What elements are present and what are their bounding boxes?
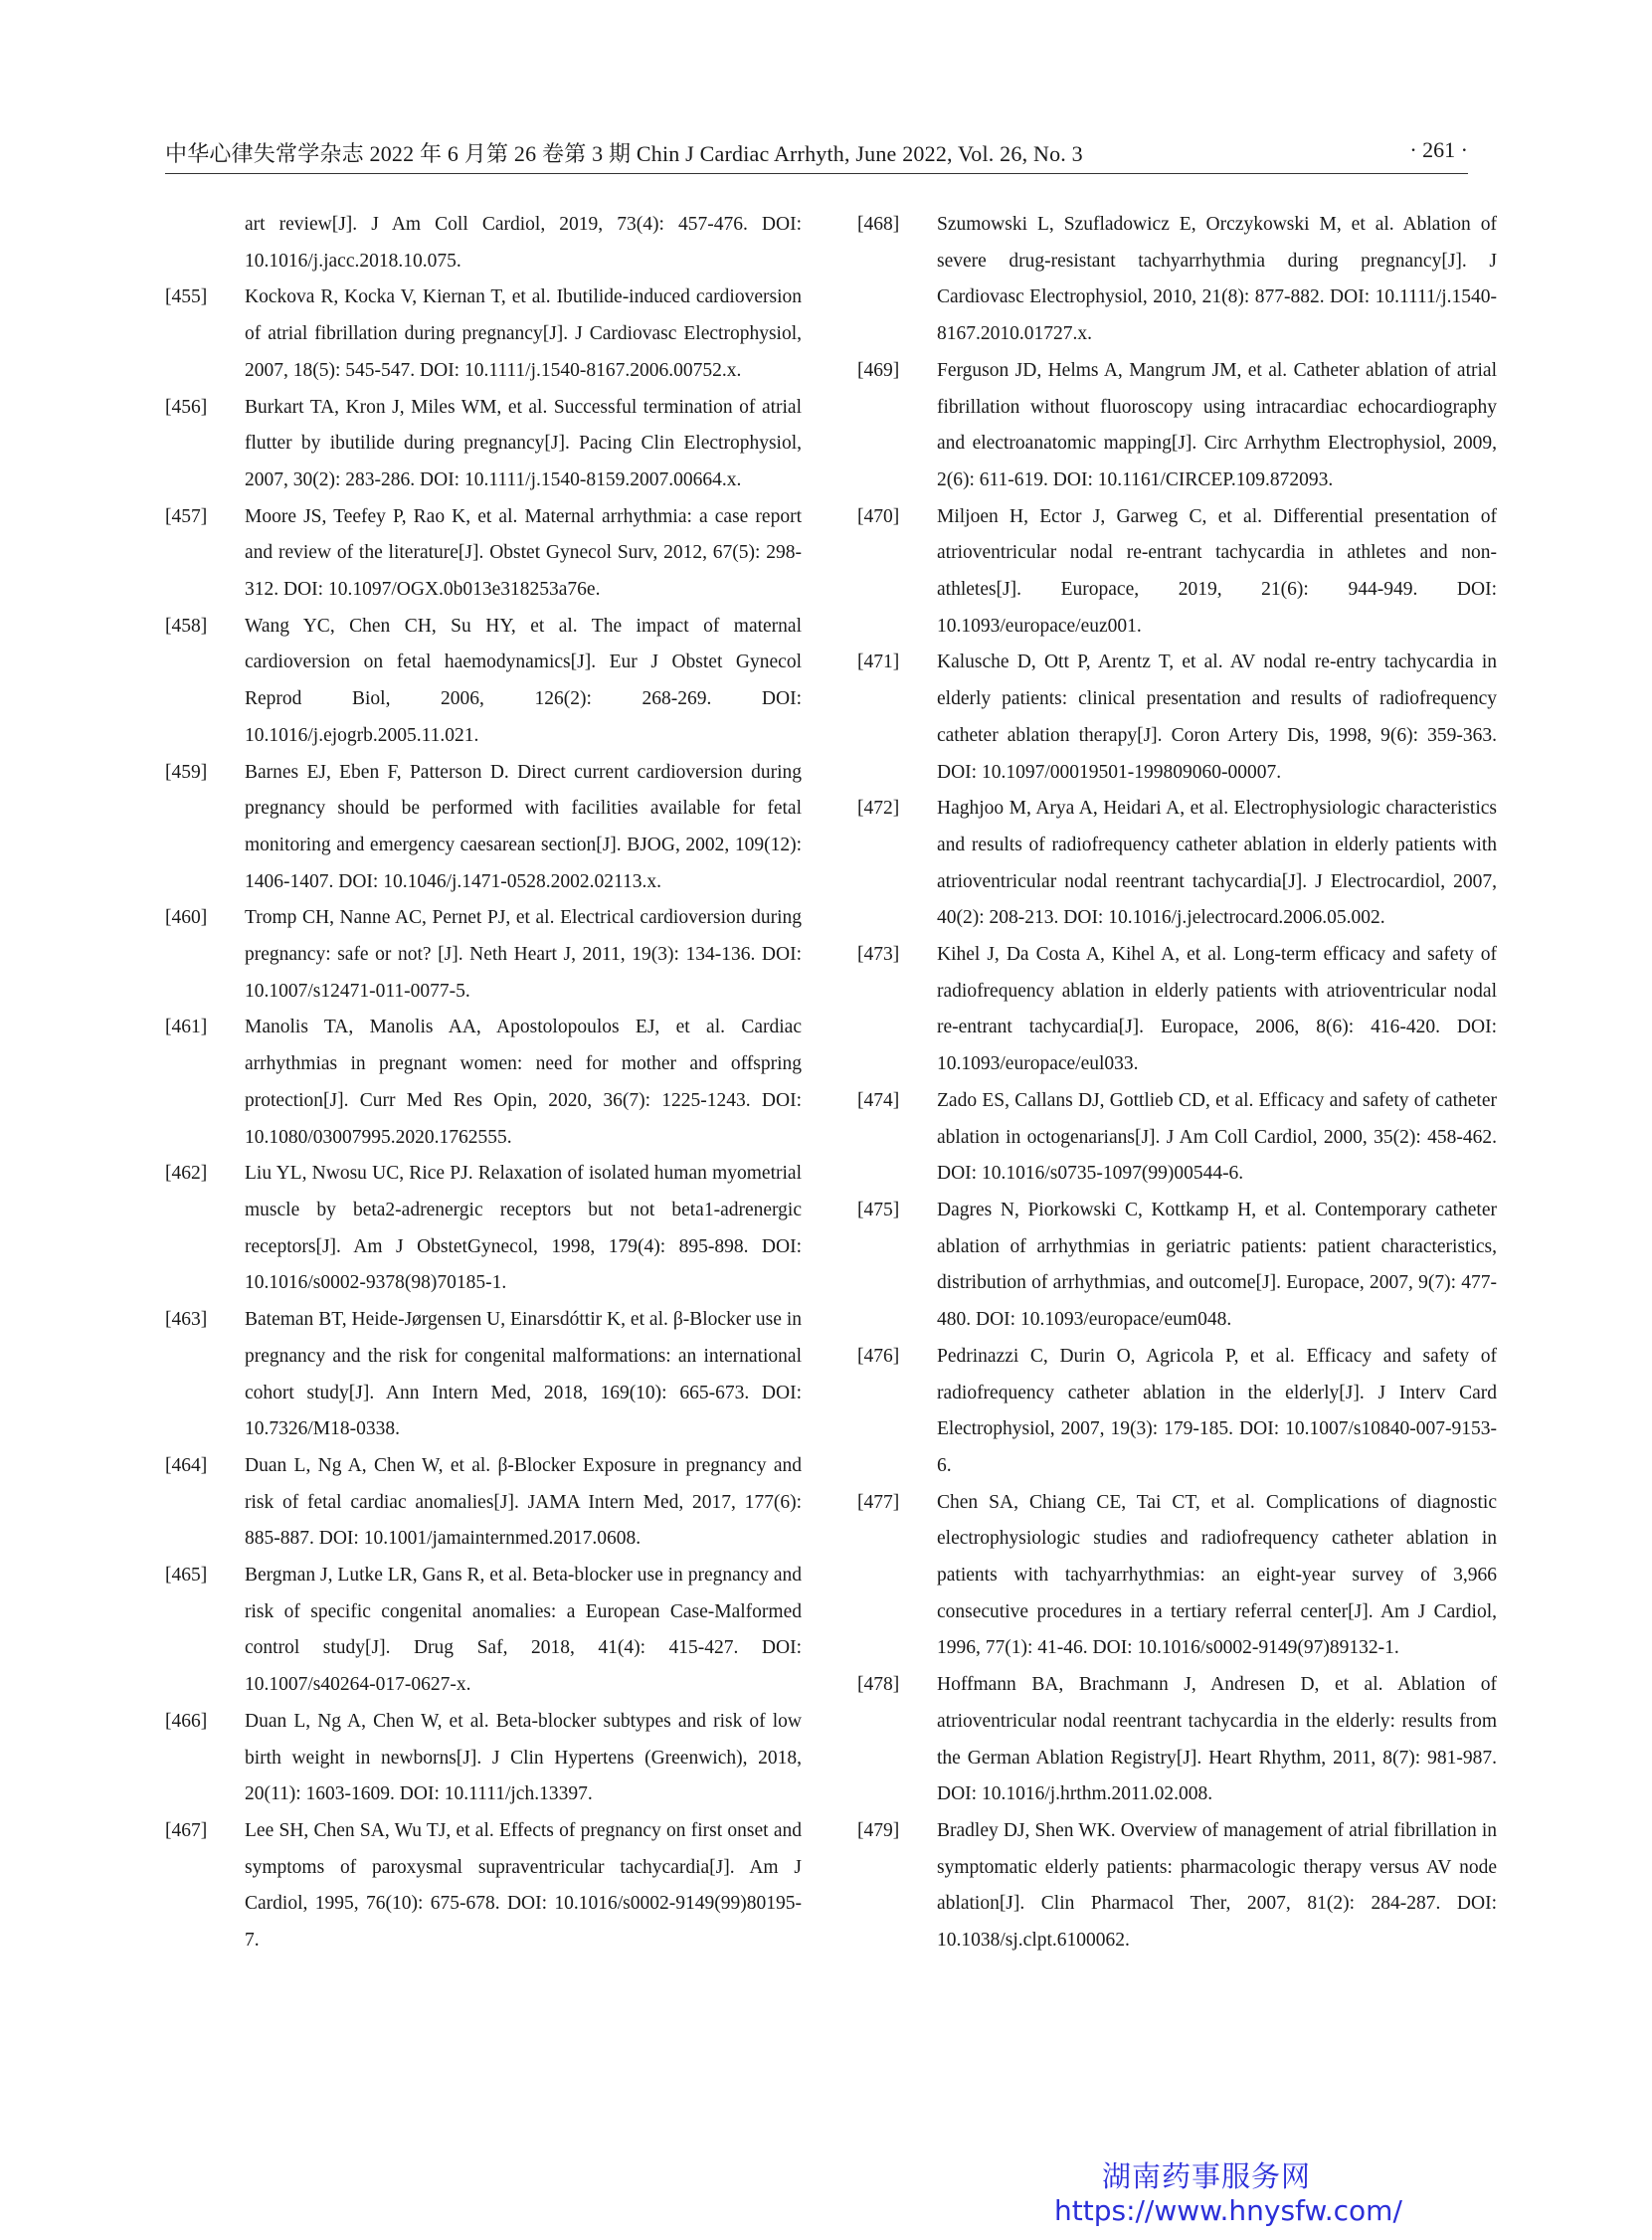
reference-number: [460]: [165, 907, 208, 929]
reference-text: Bergman J, Lutke LR, Gans R, et al. Beta-blocker use in pregnancy and risk of specific congenital anomalies: a European Case-Malformed control study[J]. Drug Saf, 2018, 41(4): 415-427. DOI: 10.1007/s40264-017-0627-x.: [245, 1565, 802, 1696]
watermark: [1054, 2158, 1402, 2228]
reference-number: [459]: [165, 761, 208, 783]
reference-text: Dagres N, Piorkowski C, Kottkamp H, et al. Contemporary catheter ablation of arrhythmias in geriatric patients: patient characteristics, distribution of arrhythmias, and outcome[J]. Europace, 2007, 9(7): 477-480. DOI: 10.1093/europace/eum048.: [937, 1199, 1497, 1331]
reference-text: Duan L, Ng A, Chen W, et al. β-Blocker Exposure in pregnancy and risk of fetal cardiac anomalies[J]. JAMA Intern Med, 2017, 177(6): 885-887. DOI: 10.1001/jamainternmed.2017.0608.: [245, 1454, 802, 1550]
reference-text: Liu YL, Nwosu UC, Rice PJ. Relaxation of isolated human myometrial muscle by beta2-adrenergic receptors but not beta1-adrenergic receptors[J]. Am J ObstetGynecol, 1998, 179(4): 895-898. DOI: 10.1016/s0002-9378(98)70185-1.: [245, 1163, 802, 1294]
reference-text: art review[J]. J Am Coll Cardiol, 2019, 73(4): 457-476. DOI: 10.1016/j.jacc.2018.10.075.: [245, 214, 802, 272]
reference-text: Barnes EJ, Eben F, Patterson D. Direct current cardioversion during pregnancy should be performed with facilities available for fetal monitoring and emergency caesarean section[J]. BJOG, 2002, 109(12): 1406-1407. DOI: 10.1046/j.1471-0528.2002.02113.x.: [245, 761, 802, 892]
reference-number: [461]: [165, 1017, 208, 1038]
reference-number: [470]: [857, 505, 900, 527]
reference-number: [469]: [857, 359, 900, 381]
reference-text: Manolis TA, Manolis AA, Apostolopoulos EJ, et al. Cardiac arrhythmias in pregnant women: need for mother and offspring protection[J]. Curr Med Res Opin, 2020, 36(7): 1225-1243. DOI: 10.1080/03007995.2020.1762555.: [245, 1017, 802, 1148]
watermark-site-name: 湖南药事服务网: [1102, 2159, 1312, 2193]
reference-list-left: [165, 280, 802, 1959]
reference-text: Kalusche D, Ott P, Arentz T, et al. AV nodal re-entry tachycardia in elderly patients: clinical presentation and results of radiofrequency catheter ablation therapy[J]. Coron Artery Dis, 1998, 9(6): 359-363. DOI: 10.1097/00019501-199809060-00007.: [937, 652, 1497, 783]
reference-number: [466]: [165, 1710, 208, 1732]
reference-number: [468]: [857, 214, 900, 235]
reference-item: [165, 1010, 802, 1156]
reference-text: Ferguson JD, Helms A, Mangrum JM, et al. Catheter ablation of atrial fibrillation without fluoroscopy using intracardiac echocardiography and electroanatomic mapping[J]. Circ Arrhythm Electrophysiol, 2009, 2(6): 611-619. DOI: 10.1161/CIRCEP.109.872093.: [937, 359, 1497, 490]
reference-number: [471]: [857, 652, 900, 673]
page-number: · 261 ·: [1409, 137, 1468, 162]
reference-text: Kockova R, Kocka V, Kiernan T, et al. Ibutilide-induced cardioversion of atrial fibrillation during pregnancy[J]. J Cardiovasc Electrophysiol, 2007, 18(5): 545-547. DOI: 10.1111/j.1540-8167.2006.00752.x.: [245, 286, 802, 381]
reference-continuation: [165, 207, 802, 280]
reference-item: [165, 1156, 802, 1302]
reference-text: Tromp CH, Nanne AC, Pernet PJ, et al. Electrical cardioversion during pregnancy: safe or not? [J]. Neth Heart J, 2011, 19(3): 134-136. DOI: 10.1007/s12471-011-0077-5.: [245, 907, 802, 1002]
reference-item: [165, 499, 802, 609]
reference-number: [463]: [165, 1309, 208, 1331]
reference-text: Chen SA, Chiang CE, Tai CT, et al. Complications of diagnostic electrophysiologic studies and radiofrequency catheter ablation in patients with tachyarrhythmias: an eight-year survey of 3,966 consecutive procedures in a tertiary referral center[J]. Am J Cardiol, 1996, 77(1): 41-46. DOI: 10.1016/s0002-9149(97)89132-1.: [937, 1491, 1497, 1659]
page-header: [165, 137, 1468, 174]
reference-text: Haghjoo M, Arya A, Heidari A, et al. Electrophysiologic characteristics and results of radiofrequency catheter ablation in elderly patients with atrioventricular nodal reentrant tachycardia[J]. J Electrocardiol, 2007, 40(2): 208-213. DOI: 10.1016/j.jelectrocard.2006.05.002.: [937, 798, 1497, 929]
reference-item: [165, 280, 802, 389]
reference-text: Zado ES, Callans DJ, Gottlieb CD, et al. Efficacy and safety of catheter ablation in octogenarians[J]. J Am Coll Cardiol, 2000, 35(2): 458-462. DOI: 10.1016/s0735-1097(99)00544-6.: [937, 1089, 1497, 1185]
reference-item: [857, 499, 1497, 646]
reference-number: [467]: [165, 1819, 208, 1841]
reference-text: Moore JS, Teefey P, Rao K, et al. Maternal arrhythmia: a case report and review of the literature[J]. Obstet Gynecol Surv, 2012, 67(5): 298-312. DOI: 10.1097/OGX.0b013e318253a76e.: [245, 505, 802, 601]
reference-item: [857, 1667, 1497, 1813]
reference-number: [476]: [857, 1345, 900, 1367]
reference-number: [456]: [165, 396, 208, 418]
reference-text: Bradley DJ, Shen WK. Overview of management of atrial fibrillation in symptomatic elderly patients: pharmacologic therapy versus AV node ablation[J]. Clin Pharmacol Ther, 2007, 81(2): 284-287. DOI: 10.1038/sj.clpt.6100062.: [937, 1819, 1497, 1952]
reference-text: Lee SH, Chen SA, Wu TJ, et al. Effects of pregnancy on first onset and symptoms of paroxysmal supraventricular tachycardia[J]. Am J Cardiol, 1995, 76(10): 675-678. DOI: 10.1016/s0002-9149(99)80195-7.: [245, 1819, 802, 1952]
reference-item: [165, 900, 802, 1010]
reference-column-right: [857, 207, 1497, 1960]
reference-item: [165, 609, 802, 755]
reference-item: [857, 1083, 1497, 1193]
reference-text: Kihel J, Da Costa A, Kihel A, et al. Long-term efficacy and safety of radiofrequency ablation in elderly patients with atrioventricular nodal re-entrant tachycardia[J]. Europace, 2006, 8(6): 416-420. DOI: 10.1093/europace/eul033.: [937, 944, 1497, 1075]
reference-item: [165, 1558, 802, 1704]
reference-number: [464]: [165, 1454, 208, 1476]
reference-item: [857, 207, 1497, 353]
reference-text: Hoffmann BA, Brachmann J, Andresen D, et al. Ablation of atrioventricular nodal reentrant tachycardia in the elderly: results from the German Ablation Registry[J]. Heart Rhythm, 2011, 8(7): 981-987. DOI: 10.1016/j.hrthm.2011.02.008.: [937, 1674, 1497, 1805]
reference-item: [165, 1704, 802, 1813]
reference-text: Bateman BT, Heide-Jørgensen U, Einarsdóttir K, et al. β-Blocker use in pregnancy and the risk for congenital malformations: an international cohort study[J]. Ann Intern Med, 2018, 169(10): 665-673. DOI: 10.7326/M18-0338.: [245, 1309, 802, 1440]
reference-column-left: [165, 207, 802, 1960]
reference-number: [479]: [857, 1819, 900, 1841]
reference-item: [165, 1813, 802, 1960]
reference-text: Duan L, Ng A, Chen W, et al. Beta-blocker subtypes and risk of low birth weight in newborns[J]. J Clin Hypertens (Greenwich), 2018, 20(11): 1603-1609. DOI: 10.1111/jch.13397.: [245, 1710, 802, 1805]
reference-item: [857, 353, 1497, 499]
reference-item: [857, 937, 1497, 1083]
reference-number: [474]: [857, 1089, 900, 1111]
reference-item: [857, 1485, 1497, 1668]
reference-item: [165, 390, 802, 499]
reference-number: [465]: [165, 1565, 208, 1587]
reference-item: [857, 791, 1497, 937]
reference-item: [165, 755, 802, 901]
reference-text: Burkart TA, Kron J, Miles WM, et al. Successful termination of atrial flutter by ibutilide during pregnancy[J]. Pacing Clin Electrophysiol, 2007, 30(2): 283-286. DOI: 10.1111/j.1540-8159.2007.00664.x.: [245, 396, 802, 490]
reference-item: [857, 645, 1497, 791]
reference-item: [165, 1448, 802, 1558]
reference-number: [457]: [165, 505, 208, 527]
reference-item: [165, 1302, 802, 1448]
journal-running-title: 中华心律失常学杂志 2022 年 6 月第 26 卷第 3 期 Chin J Cardiac Arrhyth, June 2022, Vol. 26, No. 3: [165, 141, 1083, 166]
reference-text: Miljoen H, Ector J, Garweg C, et al. Differential presentation of atrioventricular nodal re-entrant tachycardia in athletes and non-athletes[J]. Europace, 2019, 21(6): 944-949. DOI: 10.1093/europace/euz001.: [937, 505, 1497, 637]
reference-number: [455]: [165, 286, 208, 308]
watermark-url[interactable]: https://www.hnysfw.com/: [1054, 2194, 1402, 2227]
reference-number: [462]: [165, 1163, 208, 1185]
reference-number: [472]: [857, 798, 900, 820]
reference-text: Wang YC, Chen CH, Su HY, et al. The impact of maternal cardioversion on fetal haemodynamics[J]. Eur J Obstet Gynecol Reprod Biol, 2006, 126(2): 268-269. DOI: 10.1016/j.ejogrb.2005.11.021.: [245, 615, 802, 746]
reference-text: Pedrinazzi C, Durin O, Agricola P, et al. Efficacy and safety of radiofrequency catheter ablation in the elderly[J]. J Interv Card Electrophysiol, 2007, 19(3): 179-185. DOI: 10.1007/s10840-007-9153-6.: [937, 1345, 1497, 1476]
reference-number: [478]: [857, 1674, 900, 1696]
reference-number: [475]: [857, 1199, 900, 1220]
reference-item: [857, 1813, 1497, 1960]
reference-item: [857, 1193, 1497, 1339]
reference-list-right: [857, 207, 1497, 1960]
reference-text: Szumowski L, Szufladowicz E, Orczykowski M, et al. Ablation of severe drug-resistant tachyarrhythmia during pregnancy[J]. J Cardiovasc Electrophysiol, 2010, 21(8): 877-882. DOI: 10.1111/j.1540-8167.2010.01727.x.: [937, 214, 1497, 345]
reference-number: [458]: [165, 615, 208, 637]
reference-number: [477]: [857, 1491, 900, 1513]
reference-number: [473]: [857, 944, 900, 966]
reference-item: [857, 1339, 1497, 1485]
